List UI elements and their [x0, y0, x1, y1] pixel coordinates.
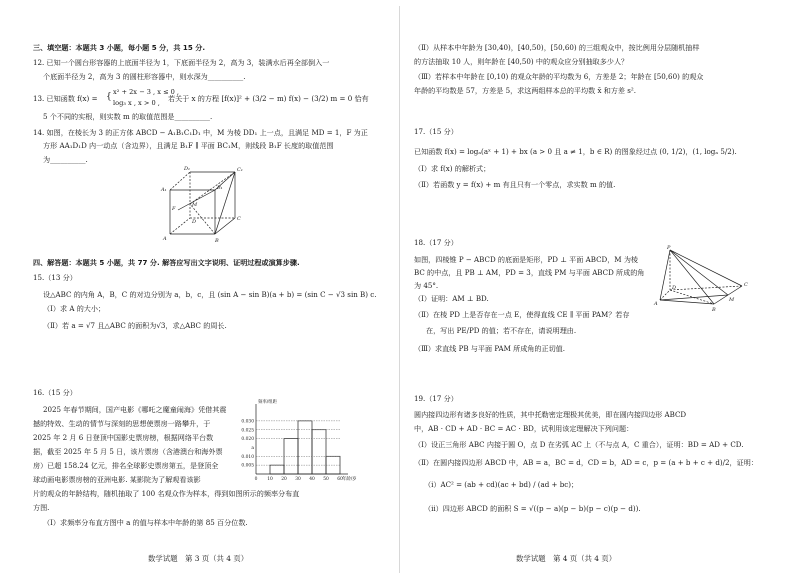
q19-header: 19.（17 分）: [414, 394, 458, 403]
q15-line1: 设△ABC 的内角 A，B，C 的对边分别为 a，b，c，且 (sin A − sin B)(a + b) = (sin C − √3 sin B) c.: [43, 290, 377, 299]
pyramid-label-c: C: [744, 282, 748, 288]
q19-line1: 圆内接四边形有诸多良好的性质，其中托勒密定理极其优美，即在圆内接四边形 ABCD: [414, 410, 687, 419]
section4-heading: 四、解答题：本题共 5 小题，共 77 分. 解答应写出文字说明、证明过程或演算步骤.: [33, 258, 300, 267]
q16-part1: （Ⅰ）求频率分布直方图中 a 的值与样本中年龄的第 85 百分位数.: [43, 518, 248, 527]
x-tick-label: 0: [254, 477, 258, 482]
q18-part2-line1: （Ⅱ）在棱 PD 上是否存在一点 E，使得直线 CE ∥ 平面 PAM？若存: [414, 310, 630, 319]
cube-label-m: M: [192, 202, 198, 208]
q12-line1: 12. 已知一个圆台形容器的上底面半径为 1，下底面半径为 2，高为 3，装满水后再全部倒入一: [33, 58, 330, 67]
q17-part2: （Ⅱ）若函数 y = f(x) + m 有且只有一个零点，求实数 m 的值.: [414, 180, 616, 189]
y-axis-title: 频率/组距: [258, 400, 278, 405]
y-tick-label: a: [251, 446, 254, 452]
q18-header: 18.（17 分）: [414, 238, 458, 247]
x-tick-label: 50: [323, 477, 329, 482]
section3-heading: 三、填空题：本题共 3 小题，每小题 5 分，共 15 分.: [33, 43, 206, 52]
q19-part2: （Ⅱ）在圆内接四边形 ABCD 中，AB = a，BC = d，CD = b，AD = c，p = (a + b + c + d)/2，证明：: [414, 458, 758, 467]
q13-case2: log₃ x , x > 0 ,: [113, 99, 160, 107]
q16-part3-line2: 年龄的平均数是 57，方差是 5，求这两组样本总的平均数 x̄ 和方差 s².: [414, 86, 636, 95]
x-tick-label: 10: [267, 477, 273, 482]
q16-line7: 片的观众的年龄结构，随机抽取了 100 名观众作为样本，得到如图所示的频率分布直: [33, 489, 300, 498]
q16-part2-line2: 的方法抽取 10 人，则年龄在 [40,50) 中的观众应分别抽取多少人？: [414, 57, 629, 66]
q16-part2-line1: （Ⅱ）从样本中年龄为 [30,40)，[40,50)，[50,60) 的三组观众中，按比例用分层随机抽样: [414, 43, 700, 52]
cube-label-b1: B₁: [217, 185, 223, 191]
page4-footer: 数学试题 第 4 页（共 4 页）: [516, 554, 617, 563]
q13-case1: x² + 2x − 3 , x ≤ 0 ,: [113, 88, 180, 96]
q13-line2: 5 个不同的实根，则实数 m 的取值范围是__________.: [43, 112, 213, 121]
q13-prefix: 13. 已知函数 f(x) =: [33, 94, 98, 103]
q14-line3: 为__________.: [43, 155, 88, 164]
q15-header: 15.（13 分）: [33, 273, 77, 282]
cube-label-f: F: [172, 206, 176, 212]
q19-line2: 中，AB · CD + AD · BC = AC · BD，试利用该定理解决下列问题：: [414, 424, 634, 433]
y-tick-label: 0.010: [241, 454, 254, 460]
cube-label-c: C: [237, 216, 241, 222]
cube-label-d: D: [192, 219, 197, 225]
x-tick-label: 40: [309, 477, 315, 482]
q14-line1: 14. 如图，在棱长为 3 的正方体 ABCD − A₁B₁C₁D₁ 中，M 为棱 DD₁ 上一点，且满足 MD = 1，F 为正: [33, 128, 368, 137]
pyramid-label-p: P: [667, 245, 671, 251]
q18-line3: 为 45°.: [414, 281, 439, 290]
q19-part1: （Ⅰ）设正三角形 ABC 内接于圆 O，点 D 在劣弧 AC 上（不与点 A，C 重合），证明：BD = AD + CD.: [414, 440, 744, 449]
histogram-bar: [326, 456, 340, 474]
pyramid-label-a: A: [654, 301, 658, 307]
q18-part2-line2: 在，写出 PE/PD 的值；若不存在，请说明理由.: [426, 326, 577, 335]
pyramid-label-d: D: [672, 285, 677, 291]
histogram-bar: [312, 430, 326, 474]
q19-part2-i: （ⅰ）AC² = (ab + cd)(ac + bd) / (ad + bc)；: [424, 480, 579, 489]
y-tick-label: 0.005: [241, 463, 254, 469]
pyramid-label-b: B: [712, 307, 716, 313]
histogram-bar: [270, 465, 284, 474]
q19-part2-ii: （ⅱ）四边形 ABCD 的面积 S = √((p − a)(p − b)(p − c)(p − d)).: [424, 504, 641, 513]
cube-label-a1: A₁: [161, 187, 167, 193]
pyramid-label-m: M: [729, 297, 735, 303]
cube-label-b: B: [215, 238, 219, 244]
q18-line2: BC 的中点，且 PB ⊥ AM，PD = 3，直线 PM 与平面 ABCD 所成的角: [414, 268, 645, 277]
q18-part1: （Ⅰ）证明：AM ⊥ BD.: [414, 294, 489, 303]
page3-footer: 数学试题 第 3 页（共 4 页）: [148, 554, 249, 563]
y-tick-label: 0.030: [241, 419, 254, 425]
q13-mid: 若关于 x 的方程 [f(x)]² + (3/2 − m) f(x) − (3/2) m = 0 恰有: [168, 94, 369, 103]
cube-label-a: A: [163, 236, 167, 242]
q16-line2: 撼的特效、生动的情节与深刻的思想使票房一路攀升，于: [33, 419, 211, 428]
q16-line3: 2025 年 2 月 6 日登顶中国影史票房榜，根据网络平台数: [33, 433, 214, 442]
q12-line2: 个底面半径为 2，高为 3 的圆柱形容器中，则水深为__________.: [43, 72, 246, 81]
x-tick-label: 60: [337, 477, 343, 482]
frequency-histogram: [232, 398, 360, 486]
q13-brace: {: [106, 92, 112, 102]
y-tick-label: 0.025: [241, 428, 254, 434]
q16-line8: 方图.: [33, 503, 50, 512]
q15-part1: （Ⅰ）求 A 的大小；: [43, 304, 106, 313]
q16-line1: 2025 年春节期间，国产电影《哪吒之魔童闹海》凭借其震: [43, 405, 227, 414]
q15-part2: （Ⅱ）若 a = √7 且△ABC 的面积为√3，求△ABC 的周长.: [43, 321, 227, 330]
x-tick-label: 30: [295, 477, 301, 482]
q16-header: 16.（15 分）: [33, 388, 77, 397]
page-4: [400, 0, 800, 579]
q17-header: 17.（15 分）: [414, 127, 458, 136]
q14-line2: 方形 AA₁D₁D 内一动点（含边界），且满足 B₁F ∥ 平面 BC₁M，则线段 B₁F 长度的取值范围: [43, 141, 334, 150]
cube-figure: [160, 162, 250, 246]
x-tick-label: 20: [281, 477, 287, 482]
y-tick-label: 0.020: [241, 437, 254, 443]
cube-label-c1: C₁: [237, 167, 243, 173]
cube-label-d1: D₁: [184, 166, 191, 172]
q18-line1: 如图，四棱锥 P − ABCD 的底面是矩形，PD ⊥ 平面 ABCD，M 为棱: [414, 255, 639, 264]
q16-part3-line1: （Ⅲ）若样本中年龄在 [0,10) 的观众年龄的平均数为 6，方差是 2；年龄在 [50,60) 的观众: [414, 72, 704, 81]
histogram-bar: [298, 421, 312, 474]
q17-line1: 已知函数 f(x) = logₐ(aˣ + 1) + bx (a > 0 且 a ≠ 1，b ∈ R) 的图象经过点 (0, 1/2)，(1, logₐ 5/2).: [414, 147, 737, 156]
pyramid-figure: [652, 244, 752, 314]
q16-line4: 据，截至 2025 年 5 月 5 日，该片票房（含港澳台和海外票: [33, 447, 223, 456]
q16-line5: 房）已超 158.24 亿元，排名全球影史票房第五，是登顶全: [33, 461, 219, 470]
q17-part1: （Ⅰ）求 f(x) 的解析式；: [414, 164, 491, 173]
q18-part3: （Ⅲ）求直线 PB 与平面 PAM 所成角的正切值.: [414, 344, 566, 353]
q16-line6: 球动画电影票房榜的亚洲电影. 某影院为了解观看该影: [33, 475, 201, 484]
x-axis-title: 年龄/岁: [342, 477, 357, 482]
